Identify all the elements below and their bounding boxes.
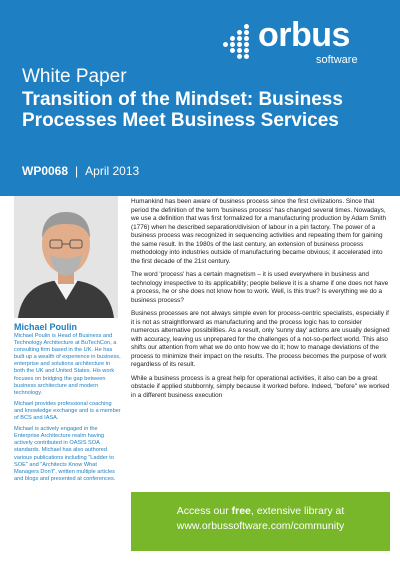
meta-separator: | xyxy=(75,164,79,178)
document-meta xyxy=(22,164,139,178)
document-type: White Paper xyxy=(22,66,127,87)
orbus-logo[interactable] xyxy=(216,16,386,72)
header-banner xyxy=(0,0,400,196)
author-name: Michael Poulin xyxy=(14,322,78,332)
cta-free-emphasis: free xyxy=(231,505,251,517)
body-paragraph: While a business process is a great help for operational activities, it also can be a great obstacle if applied stubbornly, simply because it worked before. Indeed, "before" we worked in a different business execution xyxy=(131,374,390,399)
community-link[interactable]: www.orbussoftware.com/community xyxy=(176,520,345,532)
author-bio xyxy=(14,333,122,487)
author-photo xyxy=(14,196,118,318)
logo-dots-icon xyxy=(216,24,256,64)
page-title: Transition of the Mindset: Business Processes Meet Business Services xyxy=(22,89,343,131)
bio-paragraph: Michael is actively engaged in the Enterprise Architecture realm having actively contributed in OASIS SOA standards. Michael has also authored various publications including "Ladder to SOE" and "Architects Know What Managers Don't", written multiple articles and blogs and presented at conferences. xyxy=(14,426,116,482)
publish-date: April 2013 xyxy=(85,164,140,178)
document-code: WP0068 xyxy=(22,164,69,178)
body-paragraph: Humankind has been aware of business process since the first civilizations. Since that period the definition of the term 'business process' has changed several times. Nowadays, we use a definition that was first formalized for a manufacturing production by Adam Smith (1776) when he described separation/division of labour in a pin factory. The power of a business process was recognized in sequencing activities and repeating them for gaining the same result. In the 1980s of the last century, an extension of business process methodology into industries outside of manufacturing became obvious; it accelerated into the first decade of the 21st century. xyxy=(131,198,387,265)
bio-paragraph: Michael Poulin is Head of Business and Technology Architecture at BuTechCon, a consulting firm based in the UK. He has built up a wealth of experience in business, enterprise and solutions architecture in both the UK and United States. His work focuses on bridging the gap between business architecture and modern technology. xyxy=(14,333,121,396)
logo-wordmark: orbus xyxy=(258,16,350,54)
main-article xyxy=(131,198,390,405)
cta-text: Access our free, extensive library at xyxy=(176,505,345,517)
author-portrait-icon xyxy=(14,196,118,318)
logo-subtext: software xyxy=(316,54,358,66)
body-paragraph: Business processes are not always simple even for process-centric specialists, especially if it is not as straightforward as manufacturing and the process logic has to consider numerous alternative possibilities. As a result, only 'sunny day' actions are usually designed with accuracy, leaving us unprepared for the challenges of a not-so-perfect world. This also shifts our attention from what we do onto how we do it; how to manage deviations of the process to minimize their impact on the results. The process becomes the purpose of work regardless of its result. xyxy=(131,310,390,368)
body-paragraph: The word 'process' has a certain magnetism – it is used everywhere in business and technology irrespective to its applicability; people believe it is a shame if one does not have a process, he or she does not know how to work. Well, is this true? Is everything we do a business process? xyxy=(131,271,389,304)
bio-paragraph: Michael provides professional coaching and knowledge exchange and is a member of BCS and IASA. xyxy=(14,400,121,422)
community-cta-banner[interactable] xyxy=(131,492,390,551)
